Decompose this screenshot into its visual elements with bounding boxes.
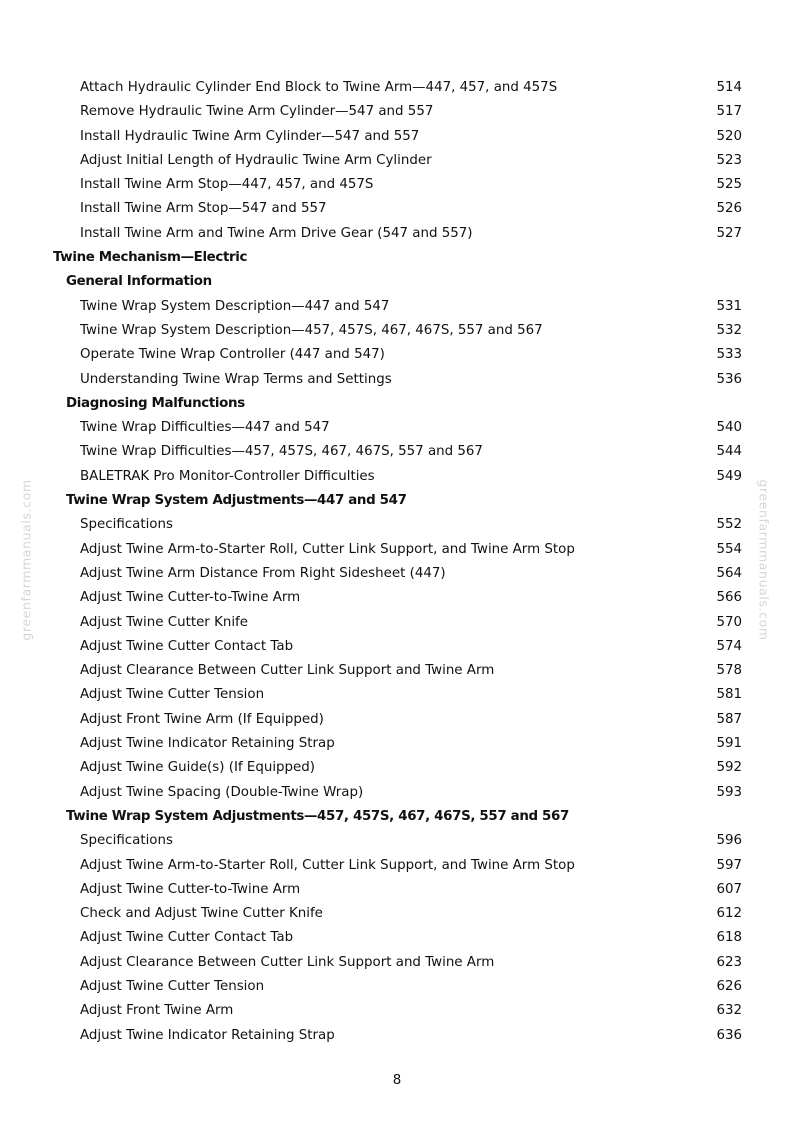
toc-entry [0, 149, 794, 173]
toc-entry [0, 173, 794, 197]
toc-section-heading [0, 392, 794, 416]
toc-entry-page-number: 526 [716, 201, 742, 217]
toc-entry [0, 708, 794, 732]
toc-entry-page-number: 597 [716, 857, 742, 873]
toc-entry-page-number: 564 [716, 565, 742, 581]
toc-entry-title: Adjust Front Twine Arm (If Equipped) [80, 711, 324, 727]
toc-entry-page-number: 549 [716, 468, 742, 484]
toc-entry-title: Check and Adjust Twine Cutter Knife [80, 906, 323, 922]
toc-entry [0, 999, 794, 1023]
toc-entry-title: Adjust Twine Indicator Retaining Strap [80, 1027, 335, 1043]
toc-entry-title: Twine Wrap System Description—447 and 547 [80, 298, 390, 314]
toc-entry-title: Understanding Twine Wrap Terms and Settings [80, 371, 392, 387]
toc-entry [0, 125, 794, 149]
toc-entry-title: Adjust Twine Cutter Tension [80, 687, 265, 703]
toc-section-heading [0, 489, 794, 513]
toc-entry [0, 440, 794, 464]
toc-entry-title: Operate Twine Wrap Controller (447 and 547) [80, 347, 385, 363]
toc-entry-page-number: 587 [716, 711, 742, 727]
toc-entry [0, 902, 794, 926]
toc-entry-page-number: 525 [716, 177, 742, 193]
toc-entry-title: Adjust Twine Cutter Knife [80, 614, 249, 630]
watermark-left: greenfarmmanuals.com [18, 479, 34, 641]
toc-entry-page-number: 532 [716, 322, 742, 338]
toc-entry [0, 635, 794, 659]
toc-entry [0, 465, 794, 489]
toc-entry-title: Twine Wrap System Adjustments—457, 457S, 467, 467S, 557 and 567 [66, 808, 569, 824]
toc-entry [0, 538, 794, 562]
toc-entry-page-number: 636 [716, 1027, 742, 1043]
toc-entry-title: Adjust Front Twine Arm [80, 1003, 234, 1019]
toc-entry-title: Diagnosing Malfunctions [66, 395, 245, 411]
toc-entry-title: Adjust Clearance Between Cutter Link Support and Twine Arm [80, 954, 495, 970]
toc-entry [0, 343, 794, 367]
toc-entry-page-number: 623 [716, 954, 742, 970]
toc-entry-page-number: 514 [716, 80, 742, 95]
toc-entry-title: Adjust Twine Cutter Tension [80, 978, 265, 994]
toc-entry-title: Remove Hydraulic Twine Arm Cylinder—547 and 557 [80, 104, 434, 120]
toc-entry-page-number: 618 [716, 930, 742, 946]
toc-section-heading [0, 270, 794, 294]
toc-entry-page-number: 607 [716, 881, 742, 897]
toc-entry-page-number: 566 [716, 590, 742, 606]
toc-entry-title: Adjust Twine Cutter-to-Twine Arm [80, 881, 301, 897]
toc-entry-title: Twine Wrap Difficulties—447 and 547 [80, 420, 330, 436]
toc-entry [0, 756, 794, 780]
toc-entry-title: Install Twine Arm Stop—547 and 557 [80, 201, 327, 217]
toc-entry-page-number: 596 [716, 833, 742, 849]
toc-entry-page-number: 593 [716, 784, 742, 800]
toc-entry-title: Twine Wrap System Adjustments—447 and 547 [66, 493, 407, 509]
toc-entry [0, 1024, 794, 1048]
toc-entry-title: Adjust Initial Length of Hydraulic Twine Arm Cylinder [80, 152, 432, 168]
toc-section-heading [0, 805, 794, 829]
toc-entry-title: Specifications [80, 833, 173, 849]
toc-entry [0, 659, 794, 683]
toc-entry-page-number: 591 [716, 736, 742, 752]
toc-entry [0, 586, 794, 610]
toc-entry-page-number: 632 [716, 1003, 742, 1019]
toc-entry-page-number: 536 [716, 371, 742, 387]
toc-entry-title: General Information [66, 274, 212, 290]
toc-entry-page-number: 531 [716, 298, 742, 314]
toc-entry-title: Specifications [80, 517, 173, 533]
toc-entry-title: Twine Mechanism—Electric [53, 250, 248, 266]
toc-entry-title: Adjust Twine Arm Distance From Right Sidesheet (447) [80, 565, 446, 581]
toc-entry [0, 926, 794, 950]
toc-entry-title: BALETRAK Pro Monitor-Controller Difficulties [80, 468, 375, 484]
toc-entry-page-number: 533 [716, 347, 742, 363]
toc-entry-page-number: 552 [716, 517, 742, 533]
toc-entry [0, 295, 794, 319]
toc-entry-title: Adjust Twine Cutter-to-Twine Arm [80, 590, 301, 606]
toc-entry-title: Adjust Clearance Between Cutter Link Support and Twine Arm [80, 663, 495, 679]
toc-entry [0, 829, 794, 853]
page-number: 8 [392, 1073, 402, 1088]
toc-entry-page-number: 574 [716, 638, 742, 654]
toc-entry-title: Twine Wrap Difficulties—457, 457S, 467, 467S, 557 and 567 [80, 444, 483, 460]
toc-entry [0, 197, 794, 221]
toc-entry-page-number: 578 [716, 663, 742, 679]
toc-entry [0, 781, 794, 805]
toc-entry [0, 611, 794, 635]
toc-entry [0, 975, 794, 999]
toc-entry [0, 100, 794, 124]
toc-entry-title: Adjust Twine Cutter Contact Tab [80, 638, 294, 654]
toc-entry-page-number: 626 [716, 978, 742, 994]
toc-entry [0, 368, 794, 392]
toc-entry-title: Adjust Twine Indicator Retaining Strap [80, 736, 335, 752]
toc-entry [0, 854, 794, 878]
toc-entry-page-number: 523 [716, 152, 742, 168]
toc-entry-title: Adjust Twine Guide(s) (If Equipped) [80, 760, 316, 776]
toc-entry-page-number: 581 [716, 687, 742, 703]
toc-entry [0, 513, 794, 537]
toc-entry-title: Install Twine Arm and Twine Arm Drive Gear (547 and 557) [80, 225, 473, 241]
toc-entry [0, 683, 794, 707]
toc-entry-page-number: 517 [716, 104, 742, 120]
toc-entry-title: Attach Hydraulic Cylinder End Block to Twine Arm—447, 457, and 457S [80, 80, 558, 95]
toc-entry-title: Adjust Twine Cutter Contact Tab [80, 930, 294, 946]
toc-entry [0, 562, 794, 586]
toc-entry-title: Install Twine Arm Stop—447, 457, and 457S [80, 177, 374, 193]
toc-entry-title: Adjust Twine Arm-to-Starter Roll, Cutter Link Support, and Twine Arm Stop [80, 541, 575, 557]
toc-entry-title: Install Hydraulic Twine Arm Cylinder—547 and 557 [80, 128, 420, 144]
toc-entry-page-number: 554 [716, 541, 742, 557]
toc-entry-page-number: 592 [716, 760, 742, 776]
toc-entry-page-number: 540 [716, 420, 742, 436]
toc-entry [0, 951, 794, 975]
toc-entry-title: Adjust Twine Spacing (Double-Twine Wrap) [80, 784, 364, 800]
toc-entry-page-number: 527 [716, 225, 742, 241]
toc-entry-page-number: 612 [716, 906, 742, 922]
toc-section-heading [0, 246, 794, 270]
toc-entry [0, 878, 794, 902]
toc-entry [0, 319, 794, 343]
toc-entry [0, 416, 794, 440]
toc-entry [0, 732, 794, 756]
toc-entry-title: Twine Wrap System Description—457, 457S, 467, 467S, 557 and 567 [80, 322, 543, 338]
table-of-contents [0, 76, 794, 1048]
toc-entry-page-number: 570 [716, 614, 742, 630]
toc-entry-title: Adjust Twine Arm-to-Starter Roll, Cutter Link Support, and Twine Arm Stop [80, 857, 575, 873]
toc-entry-page-number: 520 [716, 128, 742, 144]
toc-entry [0, 222, 794, 246]
toc-entry-page-number: 544 [716, 444, 742, 460]
toc-entry [0, 76, 794, 100]
watermark-right: greenfarmmanuals.com [756, 479, 772, 641]
